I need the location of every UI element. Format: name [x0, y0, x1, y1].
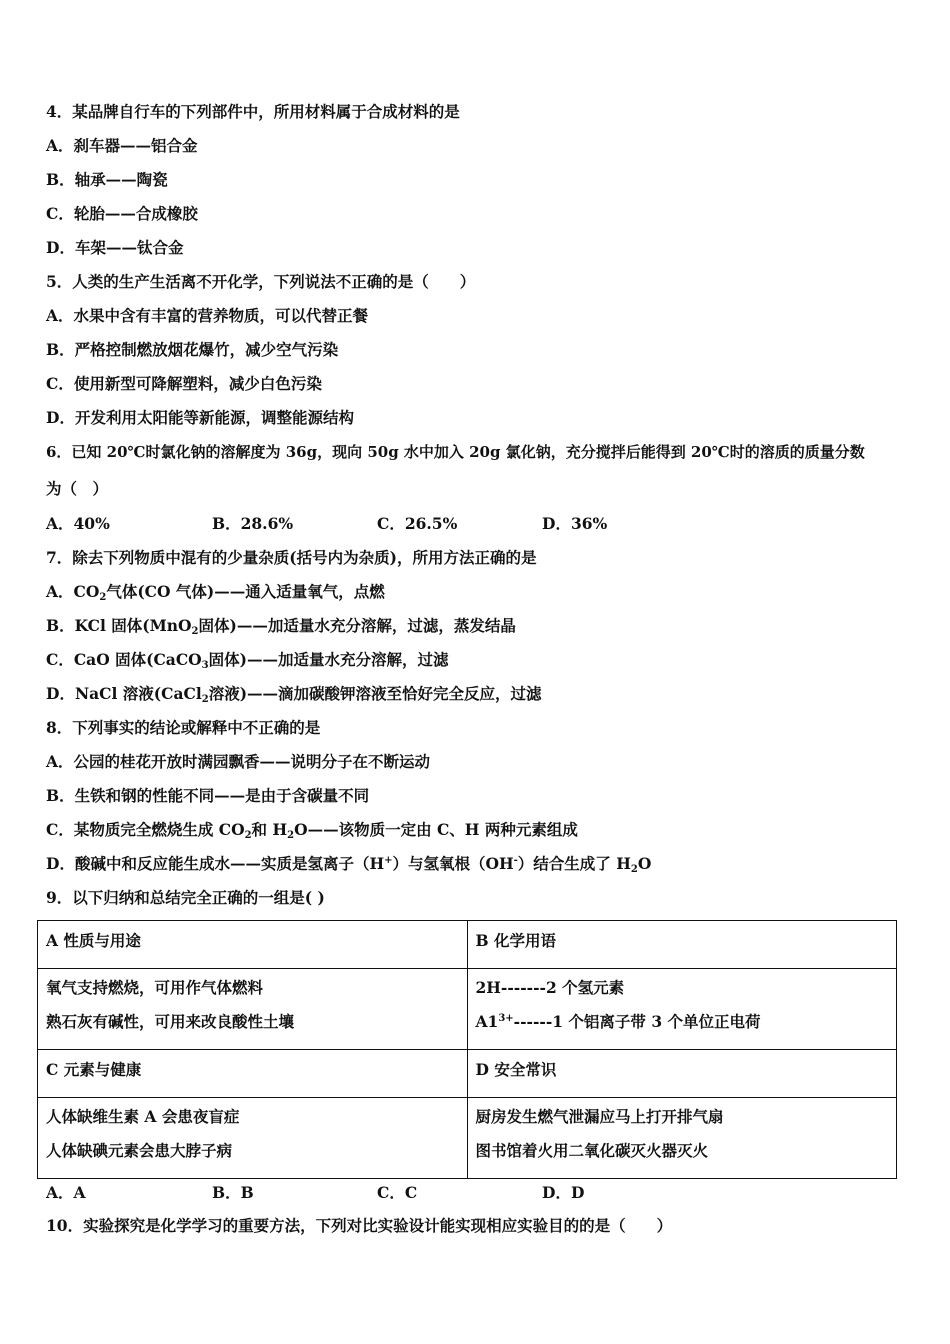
- question-8-option-d: D．酸碱中和反应能生成水——实质是氢离子（H+）与氢氧根（OH-）结合生成了 $H_2O$: [46, 854, 652, 875]
- question-6-option-d: D．36%: [542, 514, 608, 533]
- question-5-stem: 5．人类的生产生活离不开化学，下列说法不正确的是（ ）: [46, 272, 476, 291]
- question-8-option-c: C．某物质完全燃烧生成 $CO_2$和 $H_2O——$该物质一定由 C、H 两种元素组成: [46, 820, 578, 841]
- table-cell-c-body: 人体缺维生素 A 会患夜盲症 人体缺碘元素会患大脖子病: [38, 1098, 468, 1179]
- question-9-stem: 9．以下归纳和总结完全正确的一组是( ): [46, 888, 325, 907]
- question-4-option-b: B．轴承——陶瓷: [46, 170, 168, 189]
- question-9-option-c: C．C: [377, 1183, 418, 1202]
- question-7-stem: 7．除去下列物质中混有的少量杂质(括号内为杂质)，所用方法正确的是: [46, 548, 537, 567]
- question-4-option-a: A．刹车器——铝合金: [46, 136, 198, 155]
- table-cell-b-title: B 化学用语: [467, 921, 897, 969]
- table-cell-c-title: C 元素与健康: [38, 1050, 468, 1098]
- question-8-option-a: A．公园的桂花开放时满园飘香——说明分子在不断运动: [46, 752, 431, 771]
- table-cell-d-body: 厨房发生燃气泄漏应马上打开排气扇 图书馆着火用二氧化碳灭火器灭火: [467, 1098, 897, 1179]
- question-9-option-b: B．B: [212, 1183, 254, 1202]
- question-9-option-d: D．D: [542, 1183, 585, 1202]
- question-4-option-c: C．轮胎——合成橡胶: [46, 204, 198, 223]
- question-6-option-c: C．26.5%: [377, 514, 458, 533]
- question-7-option-b: B．KCl 固体(MnO$_2$固体)——加适量水充分溶解，过滤，蒸发结晶: [46, 616, 516, 637]
- question-7-option-c: C．CaO 固体(CaCO$_3$固体)——加适量水充分溶解，过滤: [46, 650, 449, 671]
- question-7-option-a: A．$CO_2$气体(CO 气体)——通入适量氧气，点燃: [46, 582, 385, 603]
- question-5-option-d: D．开发利用太阳能等新能源，调整能源结构: [46, 408, 354, 427]
- question-10-stem: 10．实验探究是化学学习的重要方法，下列对比实验设计能实现相应实验目的的是（ ）: [46, 1216, 673, 1235]
- question-7-option-d: D．NaCl 溶液(CaCl$_2$溶液)——滴加碳酸钾溶液至恰好完全反应，过滤: [46, 684, 542, 705]
- question-6-stem-line-2: 为（ ）: [46, 479, 109, 498]
- question-4-stem: 4．某品牌自行车的下列部件中，所用材料属于合成材料的是: [46, 102, 460, 121]
- table-cell-a-body: 氧气支持燃烧，可用作气体燃料 熟石灰有碱性，可用来改良酸性土壤: [38, 969, 468, 1050]
- question-6-option-b: B．28.6%: [212, 514, 294, 533]
- question-8-stem: 8．下列事实的结论或解释中不正确的是: [46, 718, 321, 737]
- question-6-stem-line-1: 6．已知 20℃时氯化钠的溶解度为 36g，现向 50g 水中加入 20g 氯化钠，充分搅拌后能得到 20℃时的溶质的质量分数: [46, 443, 865, 461]
- table-cell-d-title: D 安全常识: [467, 1050, 897, 1098]
- question-5-option-a: A．水果中含有丰富的营养物质，可以代替正餐: [46, 306, 369, 325]
- question-8-option-b: B．生铁和钢的性能不同——是由于含碳量不同: [46, 786, 370, 805]
- question-9-option-a: A．A: [46, 1183, 86, 1202]
- question-5-option-b: B．严格控制燃放烟花爆竹，减少空气污染: [46, 340, 339, 359]
- table-cell-a-title: A 性质与用途: [38, 921, 468, 969]
- question-6-option-a: A．40%: [46, 514, 110, 533]
- question-4-option-d: D．车架——钛合金: [46, 238, 184, 257]
- question-9-table: [37, 920, 897, 1179]
- table-cell-b-body: 2H-------2 个氢元素 $A1^{3+}------1$ 个铝离子带 3 个单位正电荷: [467, 969, 897, 1050]
- question-5-option-c: C．使用新型可降解塑料，减少白色污染: [46, 374, 322, 393]
